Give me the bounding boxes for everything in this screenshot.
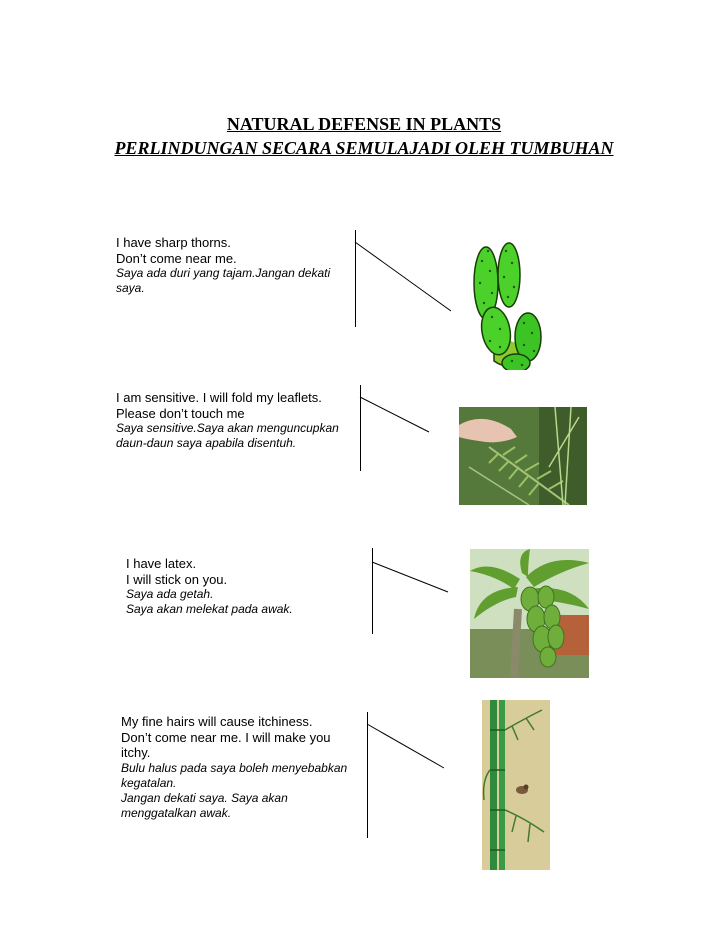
item-2-english-line-2: Please don’t touch me <box>116 405 245 421</box>
item-1-malay-line-2: saya. <box>116 281 145 295</box>
item-4-english-line-1: My fine hairs will cause itchiness. <box>121 714 313 729</box>
item-3-english-line-1: I have latex. <box>126 556 197 571</box>
item-3-text <box>126 556 293 617</box>
item-1-connector-line <box>355 240 455 315</box>
item-4-connector-line <box>367 722 447 772</box>
bamboo-image <box>482 700 550 870</box>
item-4-malay-line-2: kegatalan. <box>121 775 177 790</box>
page-subtitle: PERLINDUNGAN SECARA SEMULAJADI OLEH TUMBUHAN <box>114 138 614 158</box>
item-2-english-line-1: I am sensitive. I will fold my leaflets. <box>116 390 322 405</box>
item-4-english-line-3: itchy. <box>121 745 151 760</box>
page-title: NATURAL DEFENSE IN PLANTS <box>226 114 502 134</box>
item-2-malay-line-2: daun-daun saya apabila disentuh. <box>116 436 297 450</box>
item-3-english-line-2: I will stick on you. <box>126 571 228 587</box>
item-3-malay-line-2: Saya akan melekat pada awak. <box>126 602 293 616</box>
cactus-image <box>468 237 548 370</box>
item-4-english-line-2: Don’t come near me. I will make you <box>121 729 331 745</box>
item-3-malay-line-1: Saya ada getah. <box>126 587 214 601</box>
item-1-text <box>116 235 330 296</box>
item-2-text <box>116 390 339 451</box>
item-1-english-line-1: I have sharp thorns. <box>116 235 231 250</box>
item-2-malay-line-1: Saya sensitive.Saya akan menguncupkan <box>116 421 339 435</box>
item-4-text <box>121 714 347 821</box>
item-1-english-line-2: Don’t come near me. <box>116 250 237 266</box>
item-4-malay-line-4: menggatalkan awak. <box>121 805 232 820</box>
item-4-malay-line-1: Bulu halus pada saya boleh menyebabkan <box>121 760 348 775</box>
papaya-image <box>470 549 589 678</box>
item-3-connector-line <box>372 560 452 596</box>
mimosa-image <box>459 407 587 505</box>
item-2-connector-line <box>360 395 432 435</box>
item-1-malay-line-1: Saya ada duri yang tajam.Jangan dekati <box>116 266 331 280</box>
item-4-malay-line-3: Jangan dekati saya. Saya akan <box>121 790 288 805</box>
